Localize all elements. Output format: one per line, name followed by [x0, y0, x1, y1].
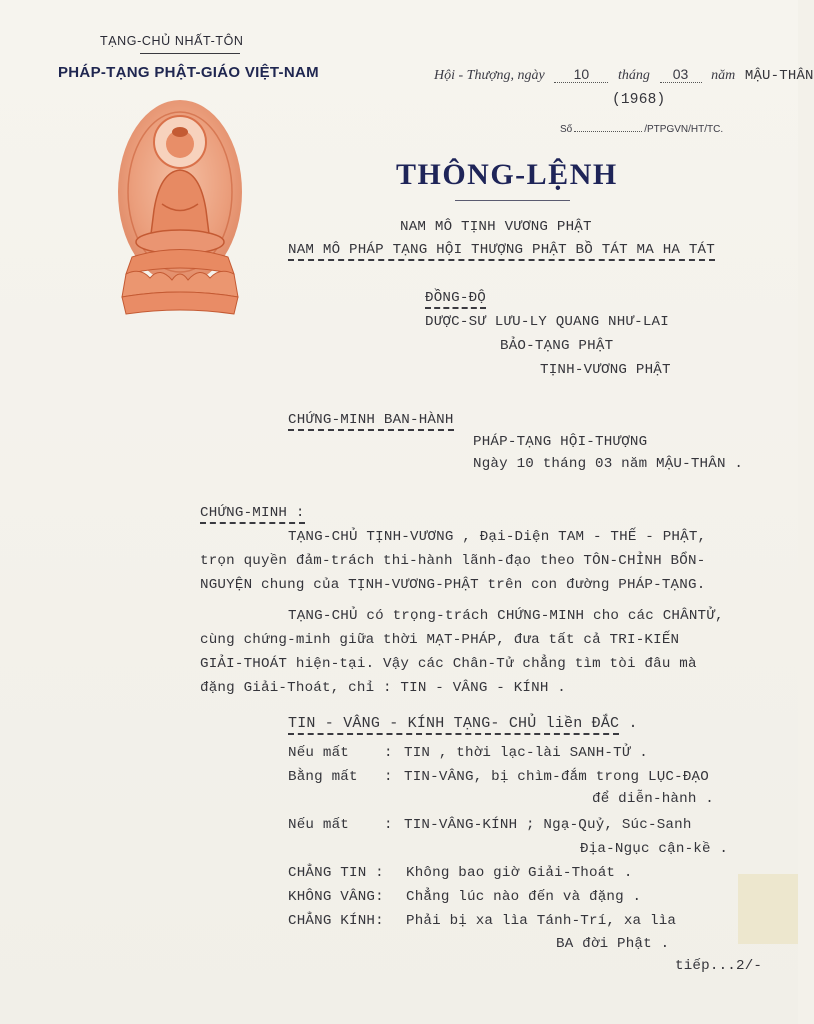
- title-divider: [455, 200, 570, 201]
- paragraph-1-line-3: NGUYỆN chung của TỊNH-VƯƠNG-PHẬT trên con đường PHÁP-TẠNG.: [200, 577, 706, 593]
- chung-minh-ban-hanh-heading: CHỨNG-MINH BAN-HÀNH: [288, 412, 454, 431]
- consequence-row: [288, 865, 633, 881]
- condition-text: TIN-VÂNG-KÍNH ; Ngạ-Quỷ, Súc-Sanh: [404, 817, 692, 833]
- dong-do-line-2: BẢO-TẠNG PHẬT: [500, 338, 614, 354]
- consequence-label: KHÔNG VÂNG:: [288, 889, 384, 905]
- date-year-label: năm: [711, 68, 736, 83]
- ban-hanh-line-1: PHÁP-TẠNG HỘI-THƯỢNG: [473, 434, 648, 450]
- condition-text: TIN , thời lạc-lài SANH-TỬ .: [404, 745, 648, 761]
- consequence-text: Phải bị xa lìa Tánh-Trí, xa lìa: [406, 913, 677, 929]
- org-subtitle: TẠNG-CHỦ NHẤT-TÔN: [100, 34, 244, 48]
- invocation-line-1: NAM MÔ TỊNH VƯƠNG PHẬT: [400, 219, 592, 235]
- paragraph-2-line-1: TẠNG-CHỦ có trọng-trách CHỨNG-MINH cho các CHÂNTỬ,: [288, 608, 724, 624]
- condition-label: Nếu mất: [288, 745, 349, 761]
- condition-label: Nếu mất: [288, 817, 349, 833]
- paragraph-2-line-2: cùng chứng-minh giữa thời MẠT-PHÁP, đưa tất cả TRI-KIẾN: [200, 632, 680, 648]
- seated-buddha-icon: [110, 92, 250, 320]
- dong-do-heading: ĐỒNG-ĐỘ: [425, 290, 486, 309]
- paragraph-1-line-1: TẠNG-CHỦ TỊNH-VƯƠNG , Đại-Diện TAM - THẾ - PHẬT,: [288, 529, 707, 545]
- reference-number: [560, 124, 723, 135]
- ban-hanh-line-2: Ngày 10 tháng 03 năm MẬU-THÂN .: [473, 456, 744, 472]
- condition-row: Nếu mất : TIN , thời lạc-lài SANH-TỬ .: [288, 745, 648, 761]
- invocation-line-2: NAM MÔ PHÁP TẠNG HỘI THƯỢNG PHẬT BỒ TÁT MA HA TÁT: [288, 242, 715, 261]
- consequence-text: Chẳng lúc nào đến và đặng .: [406, 889, 642, 905]
- condition-continuation: Địa-Ngục cận-kề .: [580, 841, 729, 857]
- place-date-line: [434, 66, 814, 84]
- consequence-row: [288, 889, 641, 905]
- tape-mark: [738, 874, 798, 944]
- place-date-prefix: Hội - Thượng, ngày: [434, 68, 545, 83]
- condition-row: Bằng mất : TIN-VÂNG, bị chìm-đắm trong LỤC-ĐẠO: [288, 769, 709, 785]
- paragraph-2-line-4: đặng Giải-Thoát, chỉ : TIN - VÂNG - KÍNH .: [200, 680, 566, 696]
- paragraph-2-line-3: GIẢI-THOÁT hiện-tại. Vậy các Chân-Tử chẳng tìm tòi đâu mà: [200, 656, 697, 672]
- dong-do-line-1: DƯỢC-SƯ LƯU-LY QUANG NHƯ-LAI: [425, 314, 669, 330]
- tin-vang-kinh-heading: TIN - VÂNG - KÍNH TẠNG- CHỦ liền ĐẮC: [288, 715, 619, 735]
- date-month-label: tháng: [618, 68, 650, 83]
- date-month: 03: [660, 66, 702, 83]
- reference-label: Số: [560, 124, 573, 135]
- header-divider: [140, 53, 240, 54]
- continued-marker: tiếp...2/-: [675, 958, 763, 974]
- consequence-row: [288, 913, 676, 929]
- condition-continuation: để diễn-hành .: [592, 791, 714, 807]
- date-year-number: (1968): [612, 92, 666, 108]
- consequence-text: Không bao giờ Giải-Thoát .: [406, 865, 633, 881]
- condition-label: Bằng mất: [288, 769, 358, 785]
- org-title: PHÁP-TẠNG PHẬT-GIÁO VIỆT-NAM: [58, 64, 319, 81]
- date-year-name: MẬU-THÂN: [744, 68, 814, 84]
- dong-do-line-3: TỊNH-VƯƠNG PHẬT: [540, 362, 671, 378]
- tin-vang-kinh-heading-line: [288, 714, 638, 732]
- document-title: THÔNG-LỆNH: [396, 158, 618, 191]
- consequence-continuation: BA đời Phật .: [556, 936, 670, 952]
- condition-text: TIN-VÂNG, bị chìm-đắm trong LỤC-ĐẠO: [404, 769, 709, 785]
- consequence-label: CHẲNG TIN :: [288, 865, 384, 881]
- tin-vang-kinh-heading-end: .: [619, 715, 638, 732]
- consequence-label: CHẲNG KÍNH:: [288, 913, 384, 929]
- condition-row: Nếu mất : TIN-VÂNG-KÍNH ; Ngạ-Quỷ, Súc-Sanh: [288, 817, 692, 833]
- chung-minh-heading: CHỨNG-MINH :: [200, 505, 305, 524]
- date-day: 10: [554, 66, 608, 83]
- paragraph-1-line-2: trọn quyền đảm-trách thi-hành lãnh-đạo theo TÔN-CHỈNH BỔN-: [200, 553, 706, 569]
- reference-suffix: /PTPGVN/HT/TC.: [644, 124, 724, 135]
